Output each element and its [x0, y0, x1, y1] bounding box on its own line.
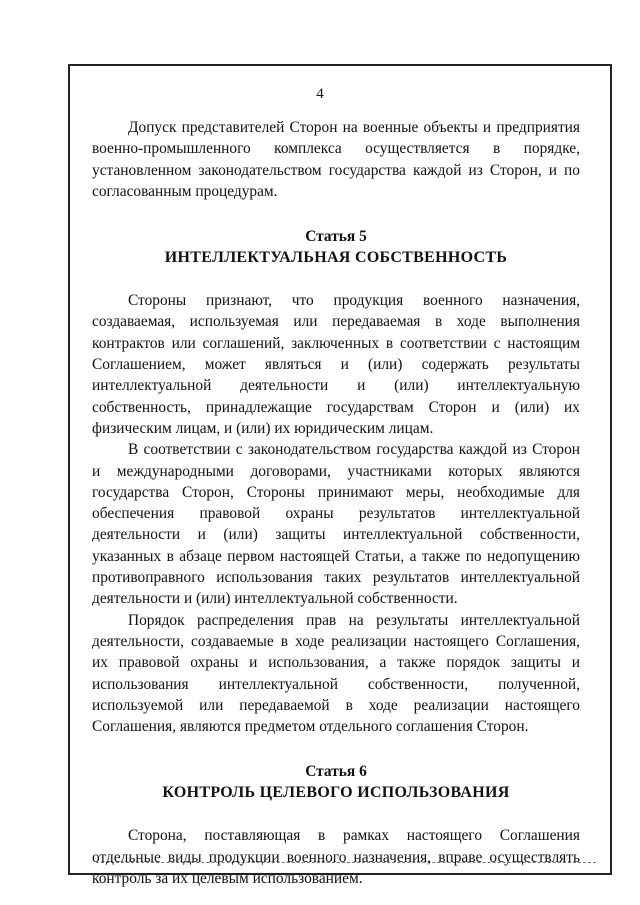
article-6-title: КОНТРОЛЬ ЦЕЛЕВОГО ИСПОЛЬЗОВАНИЯ — [162, 784, 510, 802]
article-6-paragraph-1: Сторона, поставляющая в рамках настоящего Соглашения отдельные виды продукции военного назначения, вправе осуществлять контроль за их целевым использованием. — [92, 827, 580, 888]
article-5-number: Статья 5 — [305, 228, 367, 246]
article-5-paragraph-2: В соответствии с законодательством государства каждой из Сторон и международными договорами, участниками которых являются государства Сторон, Стороны принимают меры, необходимые для обеспечения правовой охраны результатов интеллектуальной деятельности и (или) защиты интеллектуальной собственности, указанных в абзаце первом настоящей Статьи, а также по недопущению противоправного использования таких результатов интеллектуальной деятельности и (или) интеллектуальной собственности. — [92, 441, 580, 608]
article-5-paragraph-3: Порядок распределения прав на результаты интеллектуальной деятельности, создаваемые в ходе реализации настоящего Соглашения, их правовой охраны и использования, а также порядок защиты и использования интеллектуальной собственности, полученной, используемой или передаваемой в ходе реализации настоящего Соглашения, являются предметом отдельного соглашения Сторон. — [92, 611, 580, 736]
article-5-title: ИНТЕЛЛЕКТУАЛЬНАЯ СОБСТВЕННОСТЬ — [164, 249, 508, 267]
intro-paragraph: Допуск представителей Сторон на военные объекты и предприятия военно-промышленного комплекса осуществляется в порядке, установленном законодательством государства каждой из Сторон, и по согласованным процедурам. — [92, 119, 580, 200]
document-body — [92, 117, 580, 889]
article-6-number: Статья 6 — [305, 763, 367, 781]
spacer — [92, 737, 580, 762]
page-number: 4 — [316, 86, 324, 102]
article-5-paragraph-1: Стороны признают, что продукция военного назначения, создаваемая, используемая или передаваемая в ходе выполнения контрактов или соглашений, заключенных в соответствии с настоящим Соглашением, может являться и (или) содержать результаты интеллектуальной деятельности и (или) интеллектуальную собственность, принадлежащие государствам Сторон и (или) их физическим лицам, и (или) их юридическим лицам. — [92, 292, 580, 437]
spacer — [92, 804, 580, 825]
spacer — [92, 202, 580, 227]
spacer — [92, 269, 580, 290]
